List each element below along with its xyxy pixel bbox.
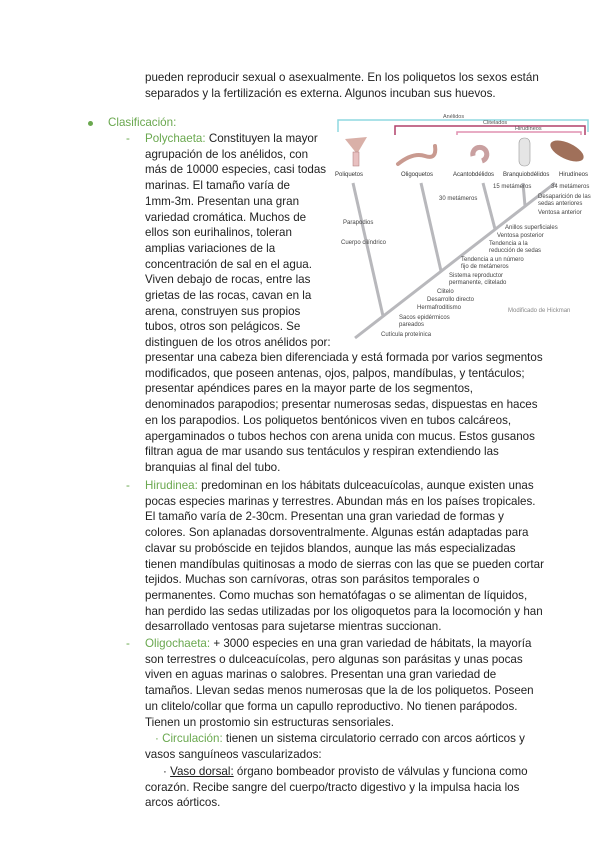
vaso-dorsal-paragraph: [145, 764, 528, 811]
leech-drawing: [547, 136, 586, 166]
circulacion-paragraph: [145, 731, 525, 762]
trait-label: Clitelo: [437, 289, 454, 295]
trait-label: Desaparición de las sedas anteriores: [538, 194, 591, 207]
group-label: Clitelados: [483, 120, 508, 126]
group-label: Hirudíneos: [515, 126, 542, 132]
vaso-dorsal-prefix: ·: [163, 765, 171, 778]
circulacion-prefix: ·: [155, 732, 163, 745]
figure-caption: Modificado de Hickman: [508, 308, 571, 314]
dash-icon: -: [126, 479, 130, 492]
dash-icon: -: [126, 132, 130, 145]
bullet-icon: [88, 121, 93, 126]
polychaeta-paragraph-continued: presentar una cabeza bien diferenciada y está formada por varios segmentos modificados, que poseen antenas, ojos, palpos, mandíbulas, y tentáculos; presentar apéndices pares en la mayor parte de los segmentos, denominados parapodios; presentar numerosas sedas, dispuestas en haces en los parapodios. Los poliquetos bentónicos viven en tubos calcáreos, apergaminados o tubos hechos con arena unida con mucus. Estos gusanos filtran agua de mar usando sus tentáculos y respiran extendiendo las branquias al final del tubo.: [145, 351, 543, 474]
dash-icon: -: [126, 637, 130, 650]
clitelados-bracket: [395, 126, 585, 135]
taxon-label: Hirudíneos: [559, 172, 589, 178]
trait-label: Tendencia a un número fijo de metámeros: [461, 257, 524, 270]
taxon-label: Branquiobdélidos: [503, 172, 550, 178]
trait-label: 30 metámeros: [439, 196, 478, 202]
hirudinea-paragraph: [145, 478, 544, 635]
hirudineos-bracket: [457, 132, 581, 135]
trait-label: Hermafroditismo: [417, 305, 462, 311]
trait-label: Cuerpo cilíndrico: [341, 240, 387, 246]
circulacion-text: tienen un sistema circulatorio cerrado con arcos aórticos y vasos sanguíneos vascularizados:: [145, 732, 525, 761]
group-label: Anélidos: [443, 114, 465, 120]
polychaeta-label: Polychaeta:: [145, 132, 206, 145]
hirudinea-text: predominan en los hábitats dulceacuícolas, aunque existen unas pocas especies marinas y terrestres. Abundan más en los países tropicales. El tamaño varía de 2-30cm. Presentan una gran variedad de formas y colores. Son aplanadas dorsoventralmente. Algunas están adaptadas para clavar su probóscide en tejidos blandos, aunque las más especializadas tienen mandíbulas quitinosas a modo de sierras con las que se pueden cortar tejidos. Muchas son carnívoras, otras son parásitos temporales o permanentes. Como muchas son hematófagas o se alimentan de líquidos, han perdido las sedas utilizadas por los oligoquetos para la locomoción y han desarrollado ventosas para sujetarse mientras succionan.: [145, 479, 544, 634]
taxon-label: Oligoquetos: [401, 172, 434, 178]
trait-label: Anillos superficiales: [505, 225, 558, 231]
section-title: Clasificación:: [108, 116, 177, 129]
trait-label: 34 metámeros: [551, 184, 590, 190]
taxon-label: Poliquetos: [335, 172, 364, 178]
trait-label: Parapodios: [343, 220, 374, 226]
hirudinea-label: Hirudinea:: [145, 479, 198, 492]
vaso-dorsal-label: Vaso dorsal:: [170, 765, 234, 778]
trait-label: Ventosa posterior: [497, 233, 544, 239]
trait-label: Ventosa anterior: [538, 210, 582, 216]
polychaeta-text: Constituyen la mayor agrupación de los anélidos, con más de 10000 especies, casi todas marinas. El tamaño varía de 1mm-3m. Presentan una gran variedad cromática. Muchos de ellos son eurihalinos, toleran amplias variaciones de la concentración de sal en el agua. Viven debajo de rocas, entre las grietas de las rocas, cavan en la arena, construyen sus propios tubos, otros son pelágicos. Se distinguen de los otros anélidos por:: [145, 132, 331, 350]
oligochaeta-paragraph: [145, 636, 534, 730]
oligochaeta-text: + 3000 especies en una gran variedad de hábitats, la mayoría son terrestres o dulceacuícolas, pero algunas son parásitas y unas pocas viven en aguas marinas o salobres. Presentan una gran variedad de tamaños. Llevan sedas menos numerosas que la de los poliquetos. Poseen un clitelo/collar que forma un capullo reproductivo. No tienen parápodos. Tienen un prostomio sin estructuras sensoriales.: [145, 637, 534, 729]
branchiobdellid-drawing: [519, 138, 530, 166]
trait-label: Desarrollo directo: [427, 297, 475, 303]
oligochaeta-label: Oligochaeta:: [145, 637, 211, 650]
trait-label: Cutícula proteínica: [381, 332, 432, 338]
taxon-label: Acantobdélidos: [453, 172, 495, 178]
oligochaete-drawing: [398, 146, 435, 164]
polychaete-drawing: [345, 137, 367, 166]
acanthobdellid-drawing: [473, 147, 487, 161]
trait-label: Tendencia a la reducción de sedas: [489, 241, 542, 254]
annelid-cladogram-figure: [333, 108, 595, 348]
intro-paragraph: pueden reproducir sexual o asexualmente. En los poliquetos los sexos están separados y la fertilización es externa. Algunos incuban sus huevos.: [145, 71, 539, 100]
trait-label: 15 metámeros: [493, 184, 532, 190]
trait-label: Sacos epidérmicos pareados: [399, 315, 450, 328]
trait-label: Sistema reproductor permanente, clitelado: [449, 273, 507, 286]
polychaeta-paragraph: [145, 131, 333, 351]
circulacion-label: Circulación:: [162, 732, 223, 745]
vaso-dorsal-text: órgano bombeador provisto de válvulas y funciona como corazón. Recibe sangre del cuerpo/tracto digestivo y la impulsa hacia los arcos aórticos.: [145, 765, 528, 810]
